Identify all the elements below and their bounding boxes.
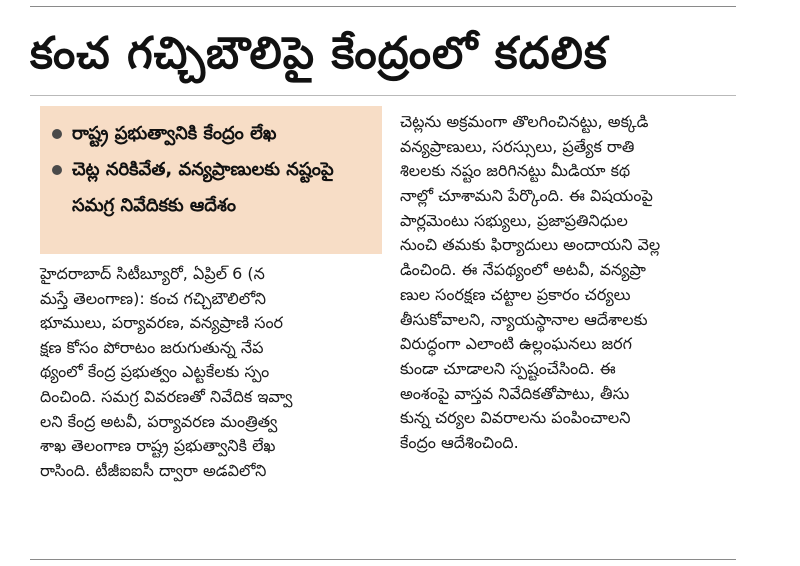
article-column-right (400, 110, 736, 550)
article-headline: కంచ గచ్చిబౌలిపై కేంద్రంలో కదలిక (30, 28, 608, 79)
text-line: విరుద్ధంగా ఎలాంటి ఉల్లంఘనలు జరగ (400, 334, 632, 354)
text-line: రాసింది. టీజీఐఐసీ ద్వారా అడవిలోని (40, 460, 267, 480)
highlight-text: చెట్ల నరికివేత, వన్యప్రాణులకు నష్టంపై సమగ్ర నివేదికకు ఆదేశం (72, 159, 334, 216)
text-line: కుండా చూడాలని స్పష్టంచేసింది. ఈ (400, 358, 616, 378)
text-line: తీసుకోవాలని, న్యాయస్థానాల ఆదేశాలకు (400, 309, 648, 329)
text-line: కున్న చర్యల వివరాలను పంపించాలని (400, 408, 631, 428)
highlight-item (52, 116, 372, 152)
text-line: నాల్లో చూశామని పేర్కొంది. ఈ విషయంపై (400, 186, 653, 206)
text-line: కేంద్రం ఆదేశించింది. (400, 432, 519, 452)
text-line: దించింది. సమగ్ర వివరణతో నివేదిక ఇవ్వా (40, 386, 293, 406)
text-line: లని కేంద్ర అటవీ, పర్యావరణ మంత్రిత్వ (40, 411, 278, 431)
highlight-text: రాష్ట్ర ప్రభుత్వానికి కేంద్రం లేఖ (72, 123, 277, 144)
text-line: నుంచి తమకు ఫిర్యాదులు అందాయని వెల్ల (400, 235, 661, 255)
text-line: క్షణ కోసం పోరాటం జరుగుతున్న నేప (40, 337, 264, 357)
text-line: అంశంపై వాస్తవ నివేదికతోపాటు, తీసు (400, 383, 630, 403)
text-line: భూములు, పర్యావరణ, వన్యప్రాణి సంర (40, 313, 284, 333)
text-line: హైదరాబాద్ సిటీబ్యూరో, ఏప్రిల్ 6 (న (40, 264, 265, 283)
text-line: పార్లమెంటు సభ్యులు, ప్రజాప్రతినిధుల (400, 210, 628, 230)
text-line: మస్తే తెలంగాణ): కంచ గచ్చిబౌలిలోని (40, 288, 267, 308)
highlight-item (52, 152, 372, 224)
top-rule (30, 6, 736, 7)
bottom-rule (30, 559, 736, 560)
headline-rule (30, 95, 736, 96)
text-line: శాఖ తెలంగాణ రాష్ట్ర ప్రభుత్వానికి లేఖ (40, 436, 276, 456)
text-line: చెట్లను అక్రమంగా తొలగించినట్టు, అక్కడి (400, 112, 649, 131)
bullet-icon (52, 165, 62, 175)
highlights-box (40, 106, 382, 254)
bullet-icon (52, 129, 62, 139)
article-column-left (40, 262, 380, 552)
text-line: శిలలకు నష్టం జరిగినట్టు మీడియా కథ (400, 161, 631, 181)
text-line: వన్యప్రాణులు, సరస్సులు, ప్రత్యేక రాతి (400, 136, 635, 156)
text-line: థ్యంలో కేంద్ర ప్రభుత్వం ఎట్టకేలకు స్పం (40, 362, 270, 382)
text-line: ణుల సంరక్షణ చట్టాల ప్రకారం చర్యలు (400, 284, 631, 304)
text-line: డించింది. ఈ నేపథ్యంలో అటవీ, వన్యప్రా (400, 260, 646, 280)
